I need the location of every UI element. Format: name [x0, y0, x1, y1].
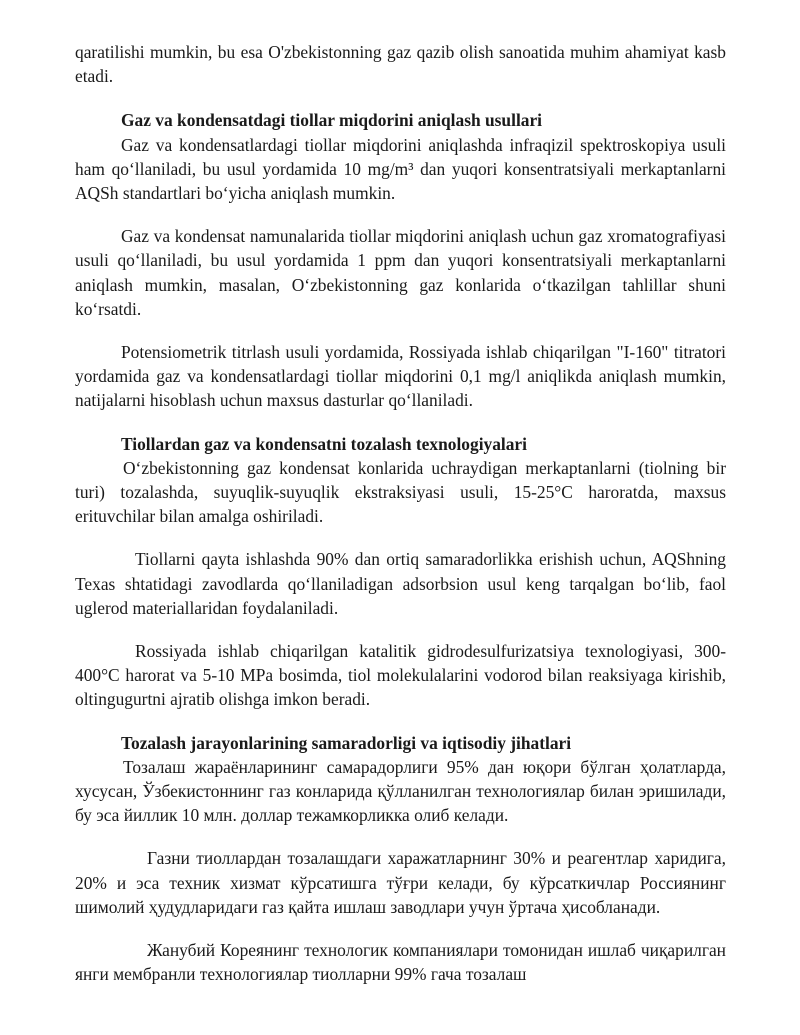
section-heading-methods: Gaz va kondensatdagi tiollar miqdorini aniqlash usullari — [121, 110, 543, 131]
paragraph-gas-chromatography: Gaz va kondensat namunalarida tiollar miqdorini aniqlash uchun gaz xromatografiyasi usuli qo‘llaniladi, bu usul yordamida 1 ppm dan yuqori konsentratsiyali merkaptanlarni aniqlash mumkin, masalan, O‘zbekistonning gaz konlarida o‘tkazilgan tahlillar shuni ko‘rsatdi. — [75, 226, 726, 319]
paragraph-ir-spectroscopy: Gaz va kondensatlardagi tiollar miqdorini aniqlashda infraqizil spektroskopiya usuli ham qo‘llaniladi, bu usul yordamida 10 mg/m³ dan yuqori konsentratsiyali merkaptanlarni AQSh standartlari bo‘yicha aniqlash mumkin. — [75, 134, 726, 204]
paragraph-extraction: O‘zbekistonning gaz kondensat konlarida uchraydigan merkaptanlarni (tiolning bir turi) tozalashda, suyuqlik-suyuqlik ekstraksiyasi usuli, 15-25°C haroratda, maxsus erituvchilar bilan amalga oshiriladi. — [75, 457, 726, 527]
paragraph-adsorption: Tiollarni qayta ishlashda 90% dan ortiq samaradorlikka erishish uchun, AQShning Texas shtatidagi zavodlarda qo‘llaniladigan adsorbsion usul keng tarqalgan bo‘lib, faol uglerod materiallaridan foydalaniladi. — [75, 549, 726, 618]
document-page — [75, 40, 726, 987]
paragraph-membrane: Жанубий Кореянинг технологик компаниялари томонидан ишлаб чиқарилган янги мембранли технологиялар тиолларни 99% гача тозалаш — [75, 940, 726, 985]
section-heading-efficiency: Tozalash jarayonlarining samaradorligi va iqtisodiy jihatlari — [121, 732, 572, 753]
paragraph-costs: Газни тиоллардан тозалашдаги харажатларнинг 30% и реагентлар харидига, 20% и эса техник хизмат кўрсатишга тўғри келади, бу кўрсаткичлар Россиянинг шимолий ҳудудларидаги газ қайта ишлаш заводлари учун ўртача ҳисобланади. — [75, 848, 726, 917]
paragraph-hydrodesulfurization: Rossiyada ishlab chiqarilgan katalitik gidrodesulfurizatsiya texnologiyasi, 300-400°C harorat va 5-10 MPa bosimda, tiol molekulalarini vodorod bilan reaksiyaga kirishib, oltingugurtni ajratib olishga imkon beradi. — [75, 641, 726, 710]
paragraph-potentiometric-titration: Potensiometrik titrlash usuli yordamida, Rossiyada ishlab chiqarilgan "I-160" titratori yordamida gaz va kondensatlardagi tiollar miqdorini 0,1 mg/l aniqlikda aniqlash mumkin, natijalarni hisoblash uchun maxsus dasturlar qo‘llaniladi. — [75, 342, 726, 411]
paragraph-intro: qaratilishi mumkin, bu esa O'zbekistonning gaz qazib olish sanoatida muhim ahamiyat kasb etadi. — [75, 42, 726, 87]
paragraph-efficiency: Тозалаш жараёнларининг самарадорлиги 95% дан юқори бўлган ҳолатларда, хусусан, Ўзбекистоннинг газ конларида қўлланилган технологиялар билан эришилади, бу эса йиллик 10 млн. доллар тежамкорликка олиб келади. — [75, 756, 726, 826]
section-heading-technologies: Tiollardan gaz va kondensatni tozalash texnologiyalari — [121, 433, 527, 454]
